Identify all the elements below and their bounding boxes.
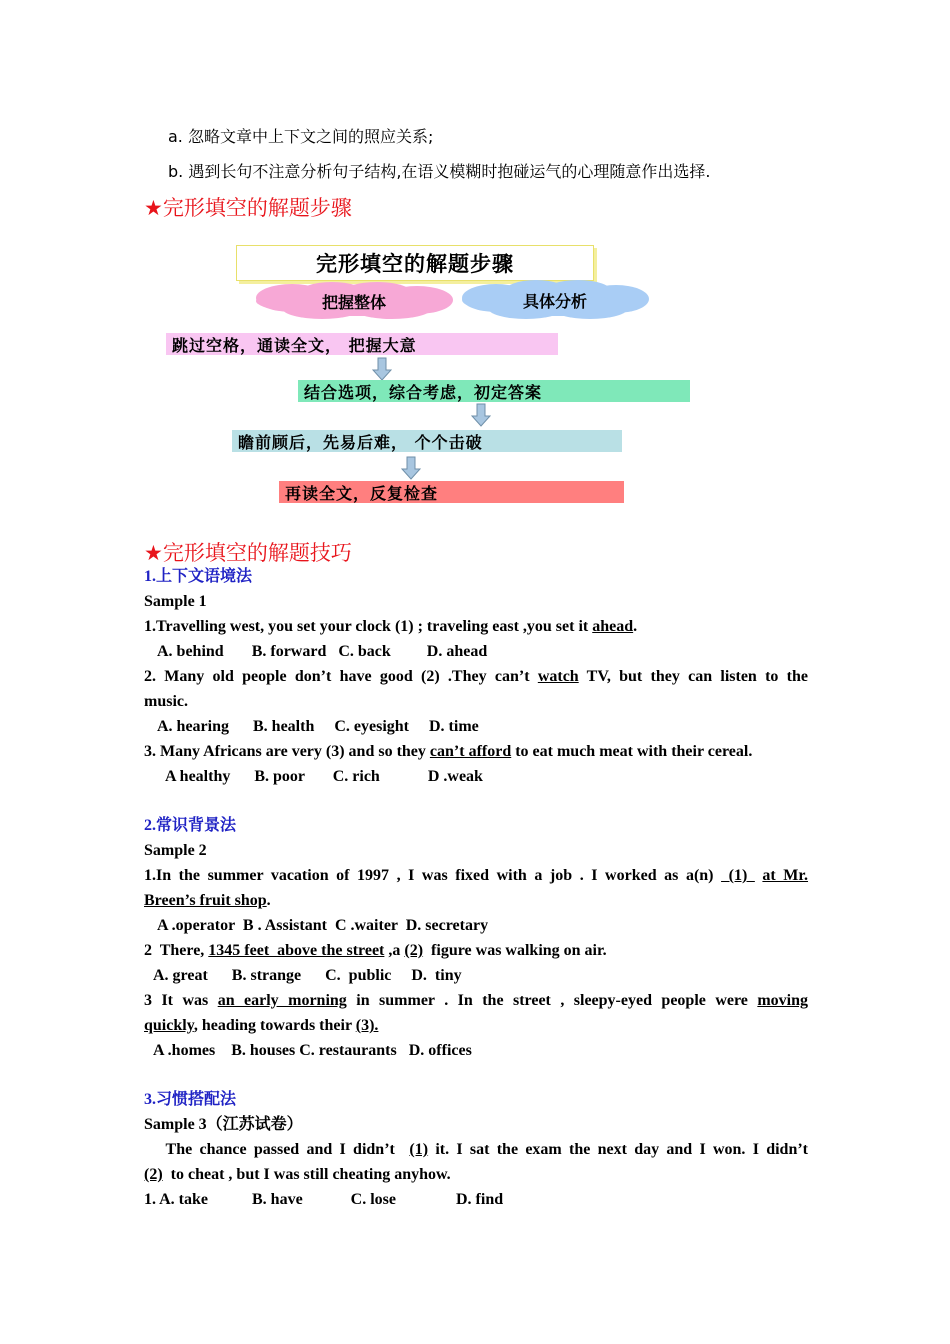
sample-3-label: Sample 3（江苏试卷） [144,1116,303,1133]
diagram-title: 完形填空的解题步骤 [236,245,594,281]
intro-line-b: b. 遇到长句不注意分析句子结构,在语义模糊时抱碰运气的心理随意作出选择. [168,162,711,181]
underlined-blank: (2) [144,1166,163,1183]
down-arrow-icon [471,403,491,427]
section-heading-steps: ★完形填空的解题步骤 [144,196,352,220]
solving-steps-diagram [0,0,950,520]
text-run: 3 It was [144,992,218,1009]
step-4: 再读全文，反复检查 [279,481,624,503]
sample-1-q3-options: A healthy B. poor C. rich D .weak [165,768,483,785]
sample-2-q1-line2 [144,890,808,912]
underlined-text: 1345 feet above the street [208,942,385,959]
text-run: 1.Travelling west, you set your clock (1) ; traveling east ,you set it [144,618,593,635]
underlined-blank: (2) [404,942,424,959]
text-run: 2. Many old people don’t have good (2) .They can’t [144,668,538,685]
text-run: 3. Many Africans are very (3) and so they [144,743,430,760]
underlined-blank: (3). [355,1017,379,1034]
underlined-text: at Mr. [762,867,809,884]
text-run: to cheat , but I was still cheating anyhow. [162,1166,451,1183]
method-3-title: 3.习惯搭配法 [144,1091,237,1108]
text-run: 1.In the summer vacation of 1997 , I was fixed with a job . I worked as a(n) [144,867,722,884]
method-1-title: 1.上下文语境法 [144,568,253,585]
sample-1-q1-options: A. behind B. forward C. back D. ahead [157,643,488,660]
sample-1-q2-line2: music. [144,693,188,710]
section-heading-techniques: ★完形填空的解题技巧 [144,541,352,565]
underlined-text: moving [757,992,809,1009]
sample-2-q1-options: A .operator B . Assistant C .waiter D. secretary [157,917,489,934]
step-1: 跳过空格，通读全文， 把握大意 [166,333,558,355]
sample-1-q1 [144,616,808,638]
sample-3-line1 [144,1139,808,1161]
text-run: The chance passed and I didn’t [144,1141,410,1158]
sample-1-q3 [144,741,808,763]
text-run: ,a [384,942,405,959]
step-2: 结合选项，综合考虑，初定答案 [298,380,690,402]
text-run: . [266,892,271,909]
underlined-text: Breen’s fruit shop [144,892,267,909]
text-run: , heading towards their [193,1017,356,1034]
cloud-right-label: 具体分析 [522,291,587,311]
underlined-blank: (1) [409,1141,429,1158]
text-run: figure was walking on air. [423,942,607,959]
text-run: it. I sat the exam the next day and I won. I didn’t [428,1141,808,1158]
text-run: 2 There, [144,942,209,959]
sample-2-q3-line2 [144,1015,808,1037]
text-run: TV, but they can listen to the [578,668,809,685]
step-3: 瞻前顾后，先易后难， 个个击破 [232,430,622,452]
method-2-title: 2.常识背景法 [144,817,237,834]
sample-1-label: Sample 1 [144,593,207,610]
sample-2-q3-options: A .homes B. houses C. restaurants D. offices [153,1042,472,1059]
underlined-blank: (1) [721,867,755,884]
down-arrow-icon [401,456,421,480]
intro-line-a: a. 忽略文章中上下文之间的照应关系; [168,127,434,146]
cloud-right [458,280,652,320]
underlined-text: ahead [592,618,634,635]
text-run: to eat much meat with their cereal. [511,743,753,760]
sample-1-q2-options: A. hearing B. health C. eyesight D. time [157,718,479,735]
underlined-text: an early morning [217,992,347,1009]
underlined-text: watch [537,668,579,685]
sample-2-q1-line1 [144,865,808,887]
sample-2-q3-line1 [144,990,808,1012]
down-arrow-icon [372,357,392,381]
sample-3-options: 1. A. take B. have C. lose D. find [144,1191,504,1208]
sample-2-q2 [144,940,808,962]
sample-1-q2-line1 [144,666,808,688]
text-run: . [633,618,638,635]
underlined-text: quickly [144,1017,194,1034]
underlined-text: can’t afford [429,743,512,760]
text-run: in summer . In the street , sleepy-eyed people were [346,992,758,1009]
cloud-left-label: 把握整体 [321,292,386,312]
cloud-left [252,282,456,320]
sample-3-line2 [144,1164,808,1186]
sample-2-label: Sample 2 [144,842,207,859]
sample-2-q2-options: A. great B. strange C. public D. tiny [153,967,462,984]
